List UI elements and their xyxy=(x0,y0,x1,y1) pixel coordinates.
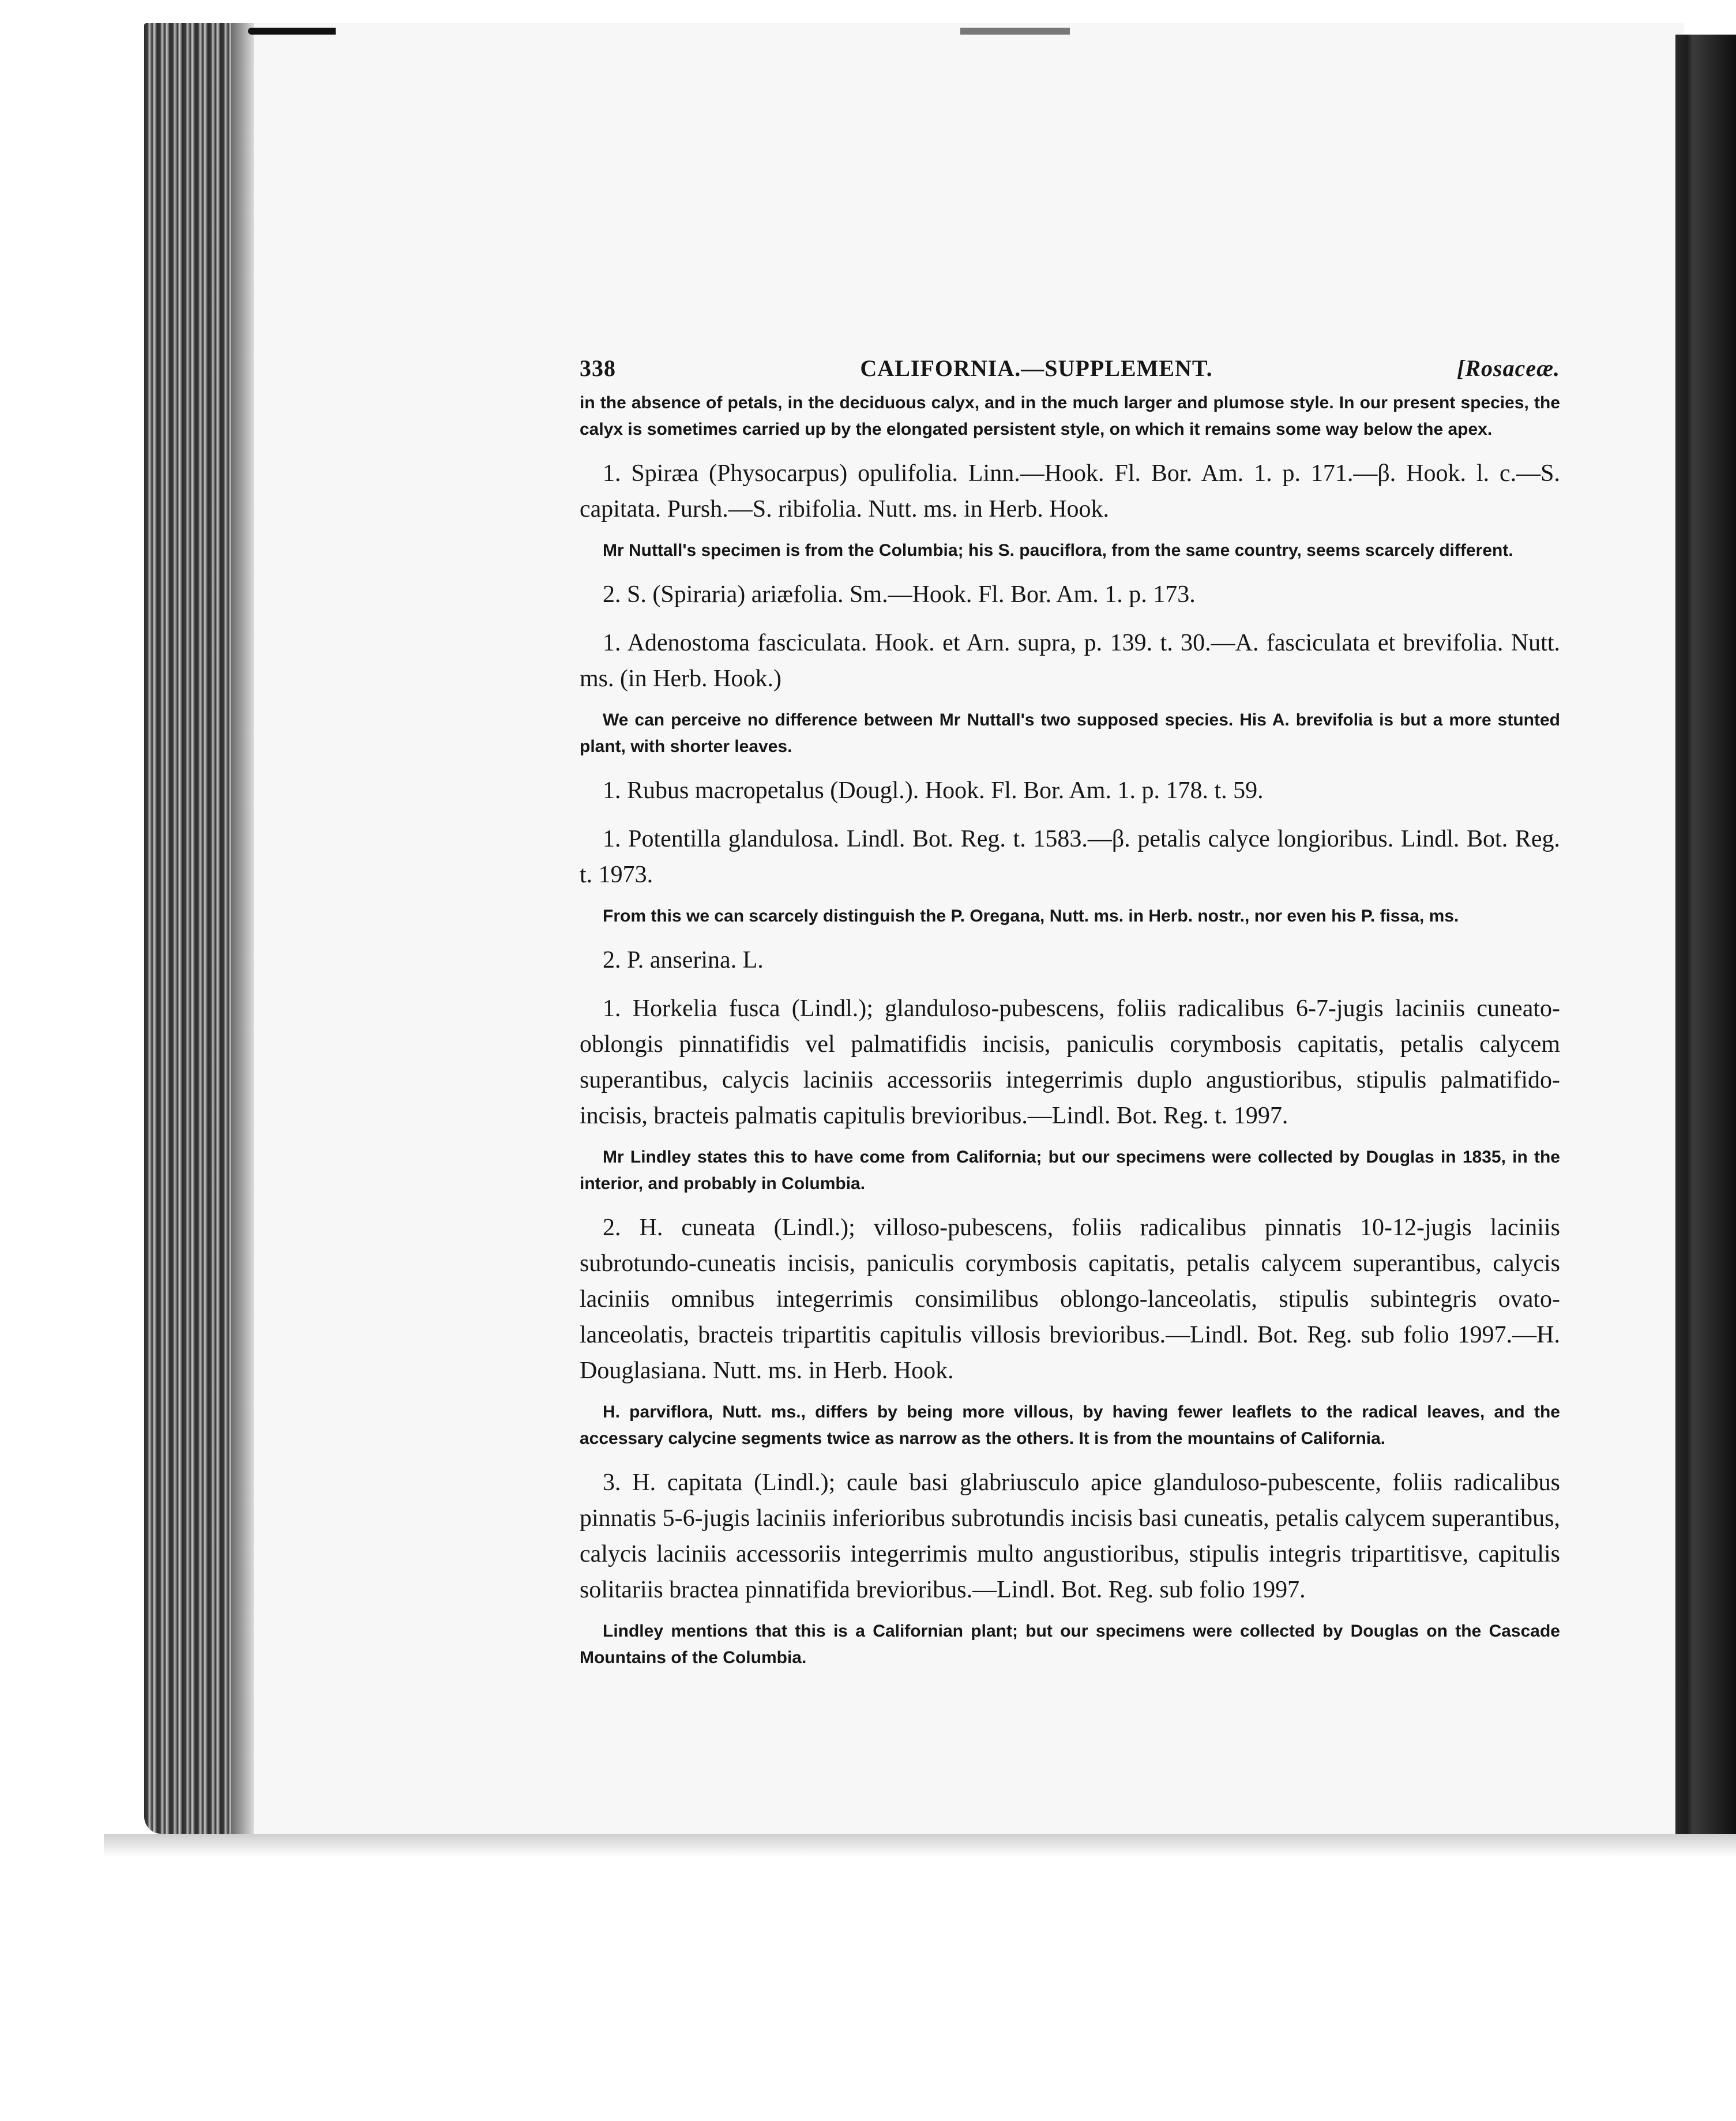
book-spine xyxy=(144,23,242,1834)
running-header xyxy=(580,355,1560,382)
note-potentilla: From this we can scarcely distinguish the P. Oregana, Nutt. ms. in Herb. nostr., nor even his P. fissa, ms. xyxy=(603,907,1459,926)
species-entry-potentilla-anserina: 2. P. anserina. L. xyxy=(603,947,764,973)
page-content xyxy=(580,355,1560,1671)
species-entry-adenostoma: 1. Adenostoma fasciculata. Hook. et Arn. supra, p. 139. t. 30.—A. fasciculata et brevifolia. Nutt. ms. (in Herb. Hook.) xyxy=(580,630,1560,692)
note-spiraea: Mr Nuttall's specimen is from the Columbia; his S. pauciflora, from the same country, seems scarcely different. xyxy=(603,541,1513,560)
species-entry-horkelia-fusca: 1. Horkelia fusca (Lindl.); glanduloso-pubescens, foliis radicalibus 6-7-jugis laciniis cuneato-oblongis pinnatifidis vel palmatifidis incisis, paniculis corymbosis capitatis, petalis calycem superantibus, calycis laciniis accessoriis integerrimis duplo angustioribus, stipulis palmatifido-incisis, bracteis palmatis capitulis brevioribus.—Lindl. Bot. Reg. t. 1997. xyxy=(580,995,1560,1129)
species-entry-rubus: 1. Rubus macropetalus (Dougl.). Hook. Fl. Bor. Am. 1. p. 178. t. 59. xyxy=(603,777,1264,804)
scan-margin-left xyxy=(0,0,141,2121)
page-number: 338 xyxy=(580,355,616,381)
note-horkelia-cuneata: H. parviflora, Nutt. ms., differs by being more villous, by having fewer leaflets to the radical leaves, and the accessary calycine segments twice as narrow as the others. It is from the mountains of California. xyxy=(580,1402,1560,1448)
species-entry-spiraea-opulifolia: 1. Spiræa (Physocarpus) opulifolia. Linn.—Hook. Fl. Bor. Am. 1. p. 171.—β. Hook. l. c.—S. capitata. Pursh.—S. ribifolia. Nutt. ms. in Herb. Hook. xyxy=(580,460,1560,522)
page-bottom-edge xyxy=(104,1834,1736,1857)
species-entry-potentilla-glandulosa: 1. Potentilla glandulosa. Lindl. Bot. Reg. t. 1583.—β. petalis calyce longioribus. Lindl. Bot. Reg. t. 1973. xyxy=(580,826,1560,888)
species-entry-horkelia-cuneata: 2. H. cuneata (Lindl.); villoso-pubescens, foliis radicalibus pinnatis 10-12-jugis laciniis subrotundo-cuneatis incisis, paniculis corymbosis capitatis, petalis calycem superantibus, calycis laciniis omnibus integerrimis consimilibus oblongo-lanceolatis, stipulis subintegris ovato-lanceolatis, bracteis tripartitis capitulis villosis brevioribus.—Lindl. Bot. Reg. sub folio 1997.—H. Douglasiana. Nutt. ms. in Herb. Hook. xyxy=(580,1214,1560,1384)
note-adenostoma: We can perceive no difference between Mr Nuttall's two supposed species. His A. brevifolia is but a more stunted plant, with shorter leaves. xyxy=(580,710,1560,756)
species-entry-spiraea-ariaefolia: 2. S. (Spiraria) ariæfolia. Sm.—Hook. Fl. Bor. Am. 1. p. 173. xyxy=(603,581,1196,608)
continued-note: in the absence of petals, in the deciduous calyx, and in the much larger and plumose style. In our present species, the calyx is sometimes carried up by the elongated persistent style, on which it remains some way below the apex. xyxy=(580,393,1560,439)
note-horkelia-capitata: Lindley mentions that this is a Californian plant; but our specimens were collected by Douglas on the Cascade Mountains of the Columbia. xyxy=(580,1622,1560,1667)
species-entry-horkelia-capitata: 3. H. capitata (Lindl.); caule basi glabriusculo apice glanduloso-pubescente, foliis radicalibus pinnatis 5-6-jugis laciniis inferioribus subrotundis incisis basi cuneatis, petalis calycem superantibus, calycis laciniis accessoriis integerrimis multo angustioribus, stipulis integris tripartitisve, capitulis solitariis bractea pinnatifida brevioribus.—Lindl. Bot. Reg. sub folio 1997. xyxy=(580,1469,1560,1603)
note-horkelia-fusca: Mr Lindley states this to have come from California; but our specimens were collected by Douglas in 1835, in the interior, and probably in Columbia. xyxy=(580,1148,1560,1193)
section-name: [Rosaceæ. xyxy=(1457,355,1560,381)
running-title: CALIFORNIA.—SUPPLEMENT. xyxy=(860,355,1213,381)
next-page-edge xyxy=(1675,35,1736,1834)
scan-artifact-top xyxy=(248,28,1344,35)
gutter-shadow xyxy=(231,23,257,1834)
